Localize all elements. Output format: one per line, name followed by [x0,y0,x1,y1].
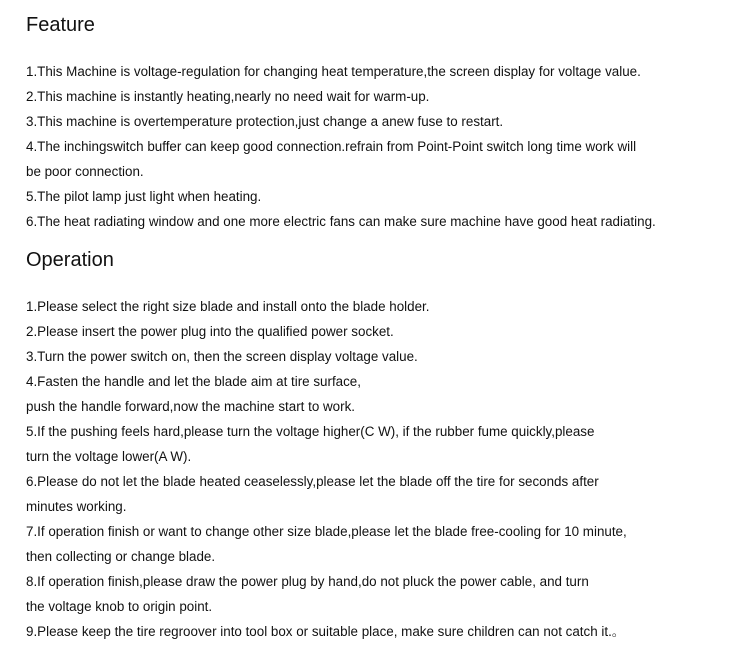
operation-line-6-continued: minutes working. [26,499,127,514]
operation-heading: Operation [26,249,114,271]
operation-line-8-continued: the voltage knob to origin point. [26,599,213,614]
feature-heading: Feature [26,14,95,36]
feature-line-1: 1.This Machine is voltage-regulation for changing heat temperature,the screen display for voltage value. [26,64,641,79]
operation-line-2: 2.Please insert the power plug into the qualified power socket. [26,324,394,339]
operation-line-7-continued: then collecting or change blade. [26,549,216,564]
feature-line-4: 4.The inchingswitch buffer can keep good connection.refrain from Point-Point switch long time work will [26,139,637,154]
operation-line-9: 9.Please keep the tire regroover into tool box or suitable place, make sure children can not catch it.。 [26,624,626,639]
operation-line-7: 7.If operation finish or want to change other size blade,please let the blade free-cooling for 10 minute, [26,524,627,539]
feature-line-2: 2.This machine is instantly heating,nearly no need wait for warm-up. [26,89,430,104]
operation-line-6: 6.Please do not let the blade heated ceaselessly,please let the blade off the tire for seconds after [26,474,599,489]
operation-line-5: 5.If the pushing feels hard,please turn the voltage higher(C W), if the rubber fume quickly,please [26,424,595,439]
operation-line-4-continued: push the handle forward,now the machine start to work. [26,399,355,414]
operation-line-4: 4.Fasten the handle and let the blade aim at tire surface, [26,374,361,389]
feature-line-5: 5.The pilot lamp just light when heating. [26,189,262,204]
operation-line-1: 1.Please select the right size blade and install onto the blade holder. [26,299,430,314]
feature-line-3: 3.This machine is overtemperature protection,just change a anew fuse to restart. [26,114,504,129]
operation-line-3: 3.Turn the power switch on, then the screen display voltage value. [26,349,418,364]
feature-line-4-continued: be poor connection. [26,164,144,179]
operation-line-8: 8.If operation finish,please draw the power plug by hand,do not pluck the power cable, and turn [26,574,589,589]
operation-line-5-continued: turn the voltage lower(A W). [26,449,192,464]
feature-line-6: 6.The heat radiating window and one more electric fans can make sure machine have good heat radiating. [26,214,656,229]
